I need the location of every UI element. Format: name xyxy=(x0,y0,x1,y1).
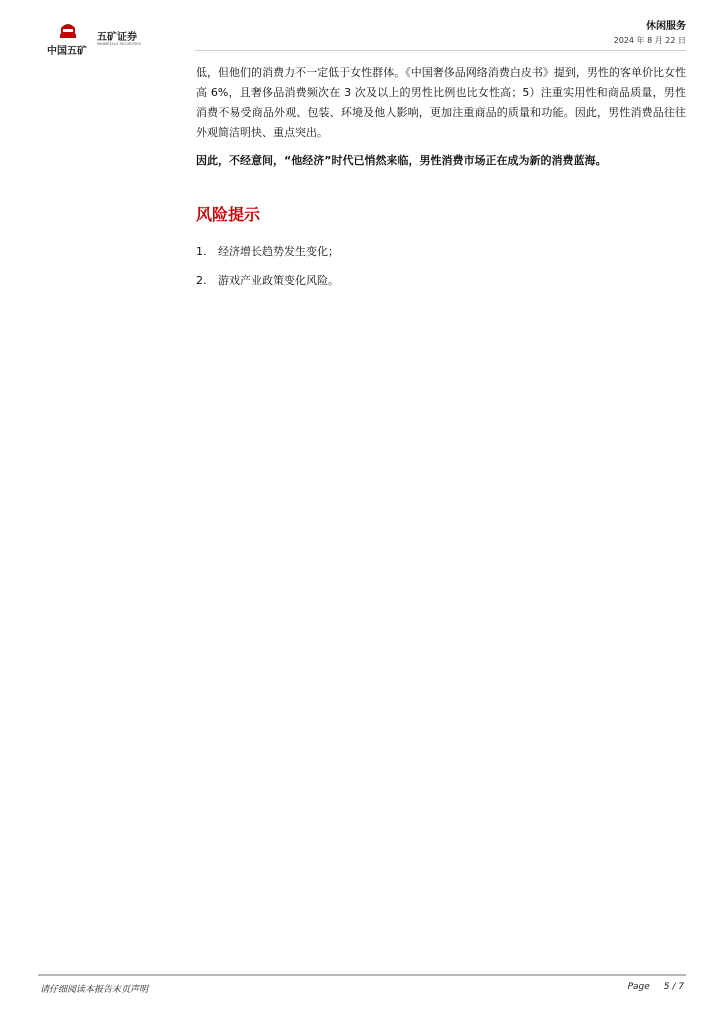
header-divider xyxy=(195,50,686,51)
logo-group-name: 中国五矿 xyxy=(47,46,87,57)
footer-disclaimer: 请仔细阅读本报告末页声明 xyxy=(40,985,149,995)
report-body xyxy=(196,63,686,302)
logo-company-name: 五矿证券 xyxy=(97,32,137,43)
report-date: 2024 年 8 月 22 日 xyxy=(613,36,686,45)
minmetals-emblem-icon xyxy=(59,20,77,40)
risk-item xyxy=(196,244,686,260)
conclusion-paragraph: 因此，不经意间，“他经济”时代已悄然来临，男性消费市场正在成为新的消费蓝海。 xyxy=(196,154,607,167)
logo-english-name: MINMETALS SECURITIES xyxy=(97,42,141,46)
risk-item-text: 经济增长趋势发生变化； xyxy=(218,245,339,258)
page-number: 5 / 7 xyxy=(663,982,684,992)
page-label: Page xyxy=(627,982,650,992)
body-paragraph: 低，但他们的消费力不一定低于女性群体。《中国奢侈品网络消费白皮书》提到，男性的客单价比女性高 6%，且奢侈品消费频次在 3 次及以上的男性比例也比女性高；5）注重实用性和商品质量，男性消费不易受商品外观、包装、环境及他人影响，更加注重商品的质量和功能。因此，男性消费品往往外观简洁明快、重点突出。 xyxy=(196,66,686,139)
risk-item-text: 游戏产业政策变化风险。 xyxy=(218,274,339,287)
page-indicator xyxy=(628,982,684,992)
risk-item xyxy=(196,273,686,289)
company-logo xyxy=(47,20,147,56)
risk-section-title: 风险提示 xyxy=(196,205,261,224)
risk-item-number: 2. xyxy=(196,274,207,287)
report-sector: 休闲服务 xyxy=(646,21,686,32)
risk-list xyxy=(196,244,686,289)
risk-item-number: 1. xyxy=(196,245,207,258)
footer-divider xyxy=(38,974,686,976)
